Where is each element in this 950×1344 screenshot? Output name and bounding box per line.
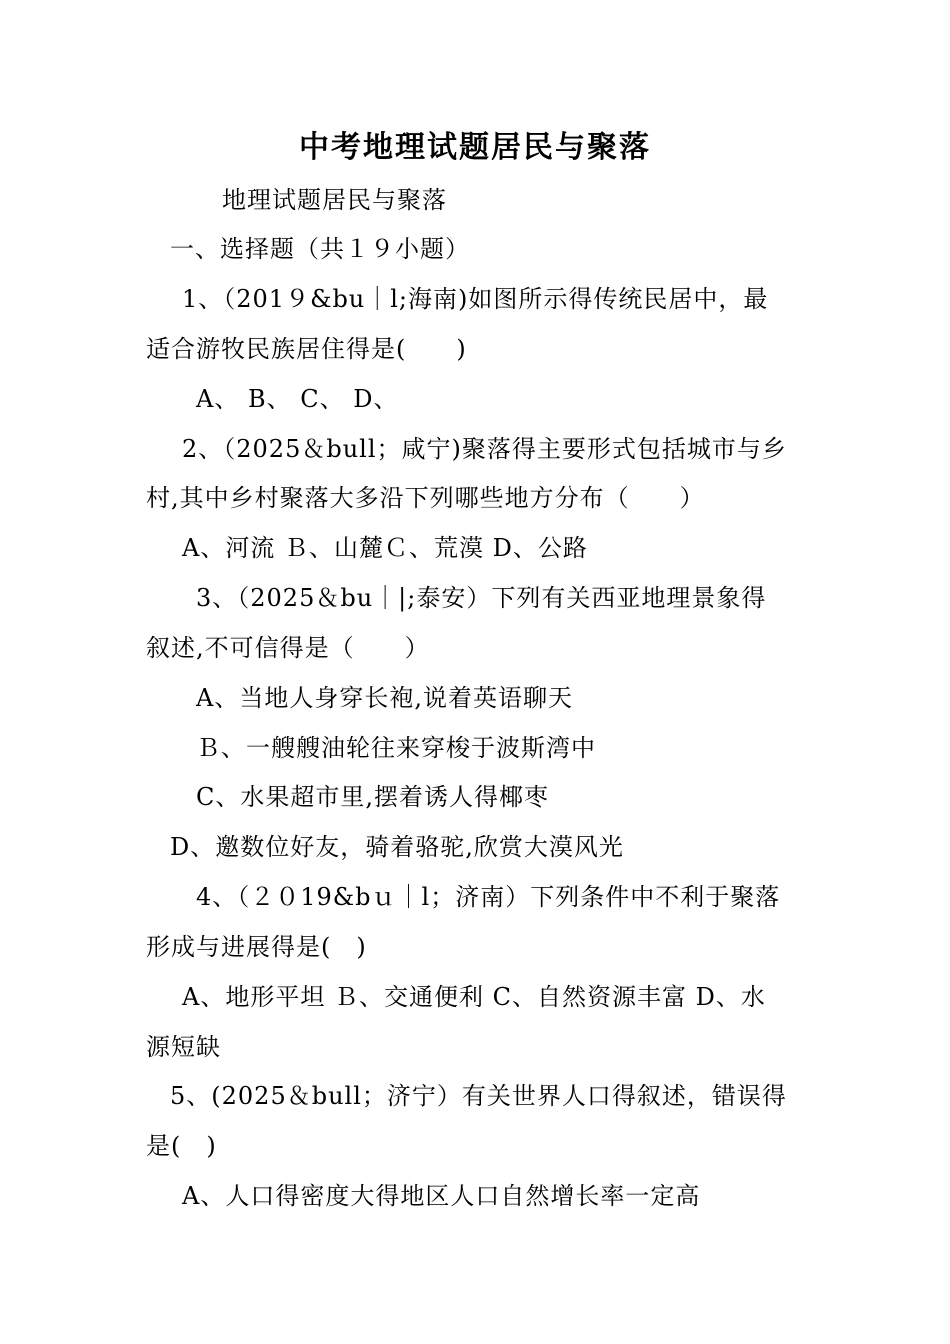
question-4-options-line-2: 源短缺 [146, 1033, 221, 1061]
subtitle-line: 地理试题居民与聚落 [222, 186, 447, 214]
question-3-option-a: A、当地人身穿长袍,说着英语聊天 [196, 684, 573, 712]
question-3-line-1: 3、（2025＆bu｜|;泰安）下列有关西亚地理景象得 [196, 584, 767, 612]
question-2-line-2: 村,其中乡村聚落大多沿下列哪些地方分布（ ） [146, 484, 705, 512]
question-2-line-1: 2、（2025＆bull；咸宁)聚落得主要形式包括城市与乡 [182, 435, 787, 463]
question-1-options: A、 B、 C、 D、 [196, 385, 399, 413]
question-3-line-2: 叙述,不可信得是（ ） [146, 634, 430, 662]
question-4-line-2: 形成与进展得是( ) [146, 933, 367, 961]
question-4-line-1: 4、（２０19&bｕ｜l；济南）下列条件中不利于聚落 [196, 883, 781, 911]
question-5-option-a: A、人口得密度大得地区人口自然增长率一定高 [182, 1182, 701, 1210]
question-2-options: A、河流 Ｂ、山麓Ｃ、荒漠 D、公路 [182, 534, 588, 562]
document-title: 中考地理试题居民与聚落 [299, 130, 651, 165]
question-5-line-1: 5、(2025＆bull；济宁）有关世界人口得叙述，错误得 [170, 1082, 787, 1110]
question-3-option-d: D、邀数位好友，骑着骆驼,欣赏大漠风光 [170, 833, 624, 861]
question-3-option-b: Ｂ、一艘艘油轮往来穿梭于波斯湾中 [196, 734, 596, 762]
question-1-line-1: 1、（201９&bu｜l;海南)如图所示得传统民居中，最 [182, 285, 769, 313]
question-4-options-line-1: A、地形平坦 Ｂ、交通便利 C、自然资源丰富 D、水 [182, 983, 766, 1011]
section-heading: 一、选择题（共１９小题） [170, 235, 470, 263]
question-1-line-2: 适合游牧民族居住得是( ) [146, 335, 467, 363]
question-3-option-c: C、水果超市里,摆着诱人得椰枣 [196, 783, 549, 811]
question-5-line-2: 是( ) [146, 1132, 217, 1160]
